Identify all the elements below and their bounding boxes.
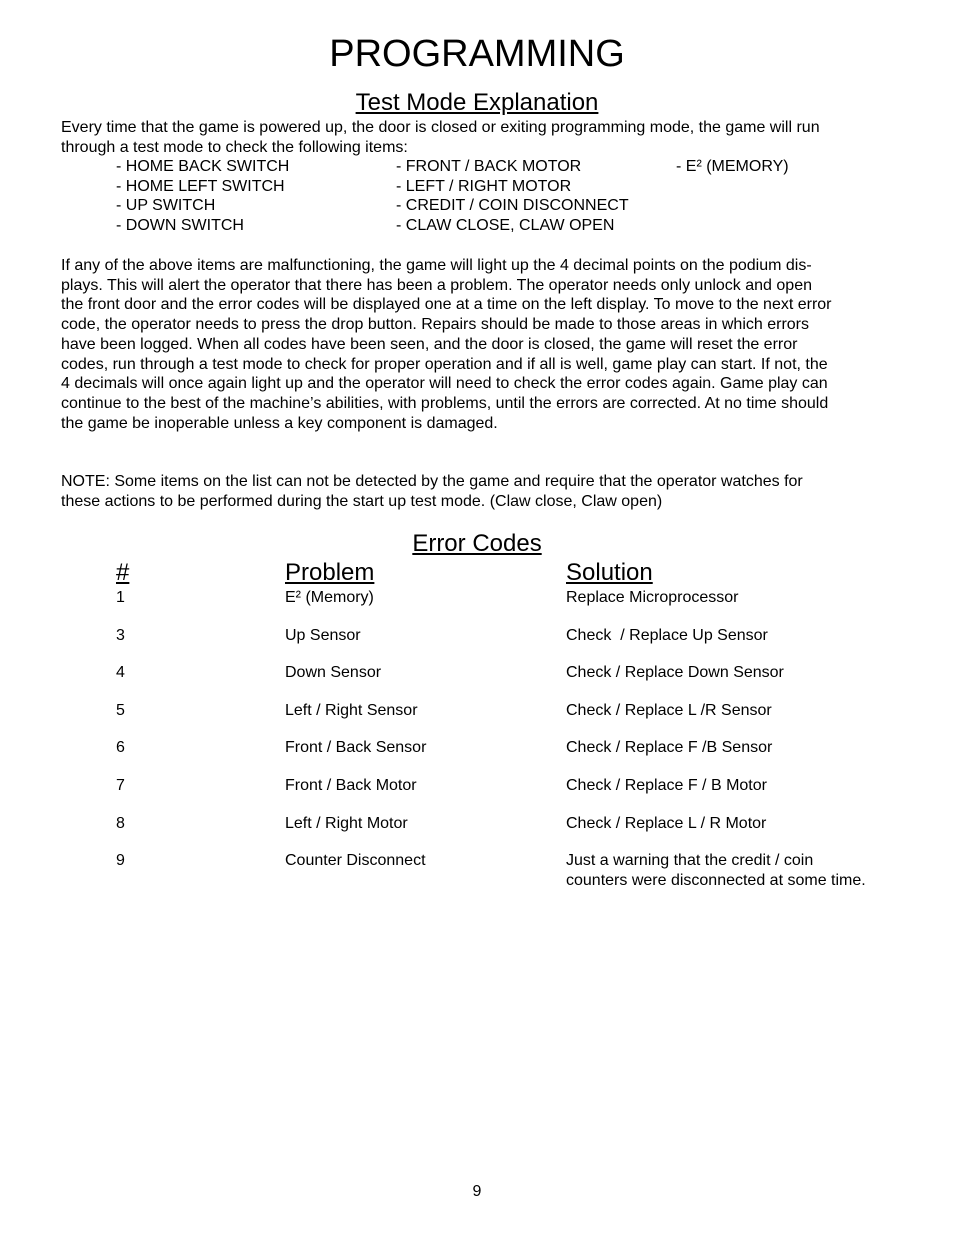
- error-code-number: 5: [116, 702, 125, 719]
- error-code-problem: Front / Back Motor: [285, 777, 417, 794]
- page-number: 9: [472, 1183, 482, 1200]
- paragraph-line: codes, run through a test mode to check for proper operation and if all is well, game play can start. If not, the: [61, 355, 828, 373]
- error-code-solution: Replace Microprocessor: [566, 589, 739, 606]
- paragraph-line: 4 decimals will once again light up and the operator will need to check the error codes again. Game play can: [61, 375, 828, 393]
- items-column-2: [396, 157, 629, 236]
- error-code-number: 3: [116, 627, 125, 644]
- error-code-number: 8: [116, 815, 125, 832]
- error-code-solution: Check / Replace F /B Sensor: [566, 739, 773, 756]
- intro-line: Every time that the game is powered up, the door is closed or exiting programming mode, the game will run: [61, 119, 820, 136]
- error-codes-heading: Error Codes: [412, 530, 542, 557]
- paragraph-line: plays. This will alert the operator that there has been a problem. The operator needs only unlock and open: [61, 276, 812, 294]
- error-code-problem: Up Sensor: [285, 627, 361, 644]
- error-code-number: 6: [116, 739, 125, 756]
- paragraph-line: NOTE: Some items on the list can not be detected by the game and require that the operator watches for: [61, 473, 803, 490]
- column-header-solution: Solution: [566, 559, 653, 586]
- list-item: - LEFT / RIGHT MOTOR: [396, 177, 572, 195]
- paragraph-line: code, the operator needs to press the drop button. Repairs should be made to those areas in which errors: [61, 316, 809, 334]
- error-code-solution: Check / Replace L /R Sensor: [566, 702, 772, 719]
- error-code-solution: Check / Replace Up Sensor: [566, 627, 768, 644]
- error-code-solution: Just a warning that the credit / coin: [566, 852, 814, 869]
- intro-line: through a test mode to check the following items:: [61, 138, 408, 156]
- items-column-1: [116, 157, 289, 236]
- column-header-problem: Problem: [285, 559, 375, 586]
- error-code-number: 4: [116, 664, 125, 681]
- error-code-number: 9: [116, 852, 125, 869]
- error-code-problem: Front / Back Sensor: [285, 739, 427, 756]
- paragraph-line: continue to the best of the machine’s abilities, with problems, until the errors are corrected. At no time should: [61, 394, 829, 412]
- error-code-problem: Down Sensor: [285, 664, 382, 681]
- paragraph-line: the front door and the error codes will be displayed one at a time on the left display. To move to the next error: [61, 296, 832, 314]
- error-code-solution: Check / Replace L / R Motor: [566, 815, 767, 832]
- test-mode-heading: Test Mode Explanation: [355, 89, 599, 116]
- error-code-solution-continued: counters were disconnected at some time.: [566, 872, 866, 889]
- items-column-3: [676, 157, 789, 177]
- list-item: - HOME LEFT SWITCH: [116, 177, 285, 195]
- list-item: - CLAW CLOSE, CLAW OPEN: [396, 217, 615, 235]
- paragraph-line: the game be inoperable unless a key component is damaged.: [61, 414, 498, 432]
- list-item: - HOME BACK SWITCH: [116, 158, 290, 175]
- list-item: - UP SWITCH: [116, 197, 216, 215]
- page-title: PROGRAMMING: [329, 33, 625, 75]
- paragraph-line: these actions to be performed during the start up test mode. (Claw close, Claw open): [61, 492, 663, 510]
- error-code-solution: Check / Replace F / B Motor: [566, 777, 767, 794]
- error-code-problem: Left / Right Sensor: [285, 702, 418, 719]
- error-code-solution: Check / Replace Down Sensor: [566, 664, 784, 681]
- malfunction-paragraph: [61, 256, 901, 433]
- list-item: - CREDIT / COIN DISCONNECT: [396, 197, 629, 215]
- error-code-problem: Counter Disconnect: [285, 852, 426, 869]
- list-item: - DOWN SWITCH: [116, 217, 244, 235]
- note-paragraph: [61, 472, 901, 511]
- list-item: - FRONT / BACK MOTOR: [396, 158, 582, 175]
- list-item: - E² (MEMORY): [676, 158, 789, 175]
- paragraph-line: If any of the above items are malfunctioning, the game will light up the 4 decimal points on the podium dis-: [61, 257, 812, 274]
- error-code-number: 7: [116, 777, 125, 794]
- error-code-problem: Left / Right Motor: [285, 815, 408, 832]
- error-code-number: 1: [116, 589, 125, 606]
- paragraph-line: have been logged. When all codes have been seen, and the door is closed, the game will reset the error: [61, 335, 798, 353]
- error-code-problem: E² (Memory): [285, 589, 374, 606]
- test-mode-intro: [61, 118, 901, 157]
- column-header-num: #: [116, 559, 130, 586]
